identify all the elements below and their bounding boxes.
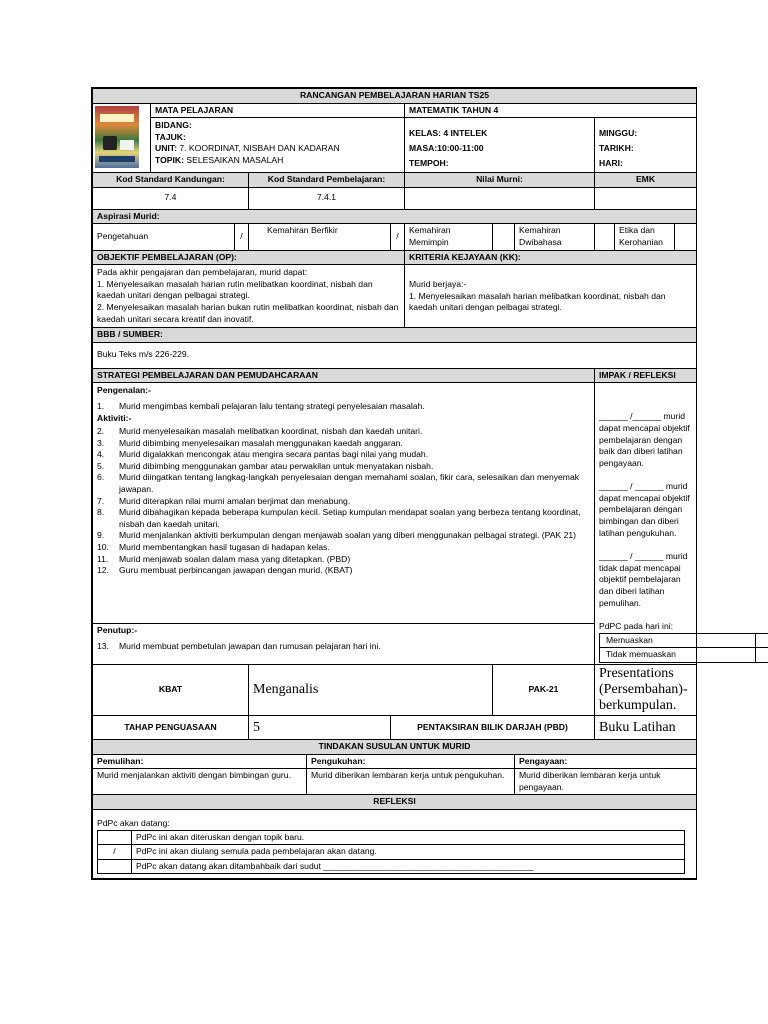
step-text: Murid dibahagikan kepada beberapa kumpulan kecil. Setiap kumpulan mendapat soalan yang berbeza tentang koordinat, nisbah dan kaedah unitari. bbox=[119, 507, 581, 529]
nilai-murni-label: Nilai Murni: bbox=[405, 173, 595, 188]
step-text: Murid menyelesaikan masalah melibatkan koordinat, nisbah dan kaedah unitari. bbox=[119, 426, 423, 437]
kbat-value: Menganalis bbox=[249, 665, 493, 716]
step-text: Murid digalakkan mencongak atau mengira secara pantas bagi nilai yang mudah. bbox=[119, 449, 429, 460]
pengayaan-label: Pengayaan: bbox=[515, 754, 697, 769]
impak-content bbox=[595, 383, 697, 665]
refleksi-options-table bbox=[97, 830, 685, 875]
lesson-plan-table bbox=[92, 88, 697, 879]
aspirasi-label: Aspirasi Murid: bbox=[93, 209, 697, 224]
refleksi-diteruskan: PdPc ini akan diteruskan dengan topik baru. bbox=[132, 830, 685, 845]
aspirasi-kemahiran-berfikir-mark: / bbox=[391, 224, 405, 250]
objektif-line: 1. Menyelesaikan masalah harian rutin melibatkan koordinat, nisbah dan kaedah unitari dengan pelbagai strategi. bbox=[97, 278, 373, 301]
mata-pelajaran-value: MATEMATIK TAHUN 4 bbox=[405, 103, 697, 118]
step-item bbox=[97, 530, 590, 542]
step-number: 5. bbox=[97, 460, 105, 471]
aspirasi-etika-kerohanian: Etika dan Kerohanian bbox=[615, 224, 675, 250]
step-text: Guru membuat perbincangan jawapan dengan murid. (KBAT) bbox=[119, 565, 353, 576]
pengukuhan-text: Murid diberikan lembaran kerja untuk pengukuhan. bbox=[307, 769, 515, 795]
pengukuhan-label: Pengukuhan: bbox=[307, 754, 515, 769]
objektif-line: Pada akhir pengajaran dan pembelajaran, murid dapat: bbox=[97, 267, 308, 278]
aspirasi-kemahiran-berfikir: Kemahiran Berfikir bbox=[249, 224, 391, 250]
textbook-cover-image bbox=[95, 106, 139, 168]
step-item bbox=[97, 426, 590, 438]
step-text: Murid membuat pembetulan jawapan dan rumusan pelajaran hari ini. bbox=[119, 640, 381, 651]
step-number: 13. bbox=[97, 640, 109, 651]
pdpc-memuaskan: Memuaskan bbox=[600, 633, 756, 648]
kriteria-line: Murid berjaya:- bbox=[409, 279, 467, 290]
pemulihan-text: Murid menjalankan aktiviti dengan bimbingan guru. bbox=[93, 769, 307, 795]
form-title: RANCANGAN PEMBELAJARAN HARIAN TS25 bbox=[93, 89, 697, 104]
step-text: Murid dibimbing menggunakan gambar atau perwakilan untuk menyatakan nisbah. bbox=[119, 460, 434, 471]
bidang-label: BIDANG: bbox=[155, 120, 192, 131]
aspirasi-kemahiran-dwibahasa-mark bbox=[595, 224, 615, 250]
topik-value: SELESAIKAN MASALAH bbox=[186, 154, 284, 165]
kod-sp-value: 7.4.1 bbox=[249, 187, 405, 209]
step-number: 11. bbox=[97, 553, 109, 564]
step-item bbox=[97, 565, 590, 577]
kod-sk-label: Kod Standard Kandungan: bbox=[93, 173, 249, 188]
impak-label: IMPAK / REFLEKSI bbox=[595, 368, 697, 383]
pdpc-tidak-memuaskan: Tidak memuaskan bbox=[600, 648, 756, 663]
tarikh-text: TARIKH: bbox=[599, 143, 634, 154]
aktiviti-label: Aktiviti:- bbox=[97, 412, 132, 423]
step-text: Murid menjawab soalan dalam masa yang ditetapkan. (PBD) bbox=[119, 553, 351, 564]
tahap-penguasaan-label: TAHAP PENGUASAAN bbox=[93, 716, 249, 740]
bbb-value: Buku Teks m/s 226-229. bbox=[93, 342, 697, 368]
step-number: 3. bbox=[97, 437, 105, 448]
pemulihan-label: Pemulihan: bbox=[93, 754, 307, 769]
pdpc-hari-ini-label: PdPC pada hari ini: bbox=[599, 621, 674, 632]
step-item bbox=[97, 542, 590, 554]
tahap-penguasaan-value: 5 bbox=[249, 716, 391, 740]
penutup-list bbox=[97, 641, 590, 653]
objektif-label: OBJEKTIF PEMBELAJARAN (OP): bbox=[93, 250, 405, 265]
step-item bbox=[97, 461, 590, 473]
step-number: 4. bbox=[97, 449, 105, 460]
step-item bbox=[97, 507, 590, 530]
step-text: Murid mengimbas kembali pelajaran lalu tentang strategi penyelesaian masalah. bbox=[119, 400, 425, 411]
tempoh-text: TEMPOH: bbox=[409, 158, 449, 169]
kelas-text: KELAS: 4 INTELEK bbox=[409, 128, 488, 139]
pak21-label: PAK-21 bbox=[493, 665, 595, 716]
emk-label: EMK bbox=[595, 173, 697, 188]
date-details bbox=[595, 118, 697, 173]
lesson-plan-form bbox=[91, 87, 697, 880]
step-text: Murid diterapkan nilai murni amalan berjimat dan menabung. bbox=[119, 495, 351, 506]
bbb-label: BBB / SUMBER: bbox=[93, 328, 697, 343]
penutup-label: Penutup:- bbox=[97, 625, 138, 636]
step-number: 7. bbox=[97, 495, 105, 506]
refleksi-content bbox=[93, 809, 697, 878]
refleksi-mark-ditambahbaik[interactable] bbox=[98, 859, 132, 874]
kriteria-content bbox=[405, 265, 697, 328]
pdpc-akan-datang-label: PdPc akan datang: bbox=[97, 817, 170, 828]
strategi-label: STRATEGI PEMBELAJARAN DAN PEMUDAHCARAAN bbox=[93, 368, 595, 383]
step-text: Murid diingatkan tentang langkag-langkah penyelesaian dengan memahami soalan, fikir cara, selesaikan dan menyemak jawapan. bbox=[119, 472, 580, 495]
unit-value: 7. KOORDINAT, NISBAH DAN KADARAN bbox=[179, 143, 340, 154]
strategi-content bbox=[93, 383, 595, 624]
step-item bbox=[97, 496, 590, 508]
step-item bbox=[97, 449, 590, 461]
pdpc-tidak-memuaskan-checkbox[interactable] bbox=[756, 648, 768, 663]
aspirasi-kemahiran-dwibahasa: Kemahiran Dwibahasa bbox=[515, 224, 595, 250]
refleksi-mark-diulang[interactable]: / bbox=[98, 845, 132, 860]
refleksi-diulang: PdPc ini akan diulang semula pada pembelajaran akan datang. bbox=[132, 845, 685, 860]
step-number: 12. bbox=[97, 565, 109, 576]
unit-label: UNIT: bbox=[155, 143, 177, 154]
kriteria-line: 1. Menyelesaikan masalah harian melibatkan koordinat, nisbah dan kaedah unitari dengan pelbagai strategi. bbox=[409, 290, 666, 313]
pengenalan-list bbox=[97, 401, 590, 413]
step-text: Murid membentangkan hasil tugasan di hadapan kelas. bbox=[119, 542, 330, 553]
step-number: 8. bbox=[97, 507, 105, 518]
textbook-cover-thumbnail bbox=[93, 103, 151, 173]
tindakan-susulan-label: TINDAKAN SUSULAN UNTUK MURID bbox=[93, 740, 697, 755]
pengayaan-text: Murid diberikan lembaran kerja untuk pengayaan. bbox=[515, 769, 697, 795]
step-text: Murid menjalankan aktiviti berkumpulan dengan menjawab soalan yang diberi menggunakan pelbagai strategi. (PAK 21) bbox=[119, 530, 577, 541]
emk-value bbox=[595, 187, 697, 209]
objektif-line: 2. Menyelesaikan masalah harian bukan rutin melibatkan koordinat, nisbah dan kaedah unitari secara kreatif dan inovatif. bbox=[97, 301, 399, 324]
subject-details bbox=[151, 118, 405, 173]
step-item bbox=[97, 472, 590, 495]
aktiviti-list bbox=[97, 426, 590, 577]
topik-line bbox=[155, 155, 400, 167]
masa-text: MASA:10:00-11:00 bbox=[409, 143, 484, 154]
pdpc-status-table bbox=[599, 633, 768, 663]
pbd-value: Buku Latihan bbox=[595, 716, 697, 740]
aspirasi-pengetahuan: Pengetahuan bbox=[93, 224, 235, 250]
step-number: 10. bbox=[97, 542, 109, 553]
penutup-content bbox=[93, 624, 595, 665]
pbd-label: PENTAKSIRAN BILIK DARJAH (PBD) bbox=[391, 716, 595, 740]
pdpc-memuaskan-checkbox[interactable] bbox=[756, 633, 768, 648]
nilai-murni-value bbox=[405, 187, 595, 209]
step-item bbox=[97, 554, 590, 566]
step-number: 6. bbox=[97, 472, 105, 483]
refleksi-label: REFLEKSI bbox=[93, 795, 697, 810]
step-number: 2. bbox=[97, 426, 105, 437]
aspirasi-kemahiran-memimpin: Kemahiran Memimpin bbox=[405, 224, 493, 250]
kriteria-label: KRITERIA KEJAYAAN (KK): bbox=[405, 250, 697, 265]
objektif-content bbox=[93, 265, 405, 328]
hari-text: HARI: bbox=[599, 158, 623, 169]
mata-pelajaran-label: MATA PELAJARAN bbox=[151, 103, 405, 118]
tajuk-label: TAJUK: bbox=[155, 131, 186, 142]
pak21-value: Presentations (Persembahan)-berkumpulan. bbox=[595, 665, 697, 716]
kod-sk-value: 7.4 bbox=[93, 187, 249, 209]
step-number: 9. bbox=[97, 530, 105, 541]
topik-label: TOPIK: bbox=[155, 154, 184, 165]
aspirasi-etika-kerohanian-mark bbox=[675, 224, 697, 250]
step-item bbox=[97, 641, 590, 653]
aspirasi-kemahiran-memimpin-mark bbox=[493, 224, 515, 250]
refleksi-ditambahbaik: PdPc akan datang akan ditambahbaik dari sudut ____________________________________________ bbox=[132, 859, 685, 874]
impak-para-baik: ______ /______ murid dapat mencapai objektif pembelajaran dengan baik dan diberi latihan pengayaan. bbox=[599, 411, 690, 468]
minggu-text: MINGGU: bbox=[599, 128, 638, 139]
refleksi-mark-diteruskan[interactable] bbox=[98, 830, 132, 845]
aspirasi-pengetahuan-mark: / bbox=[235, 224, 249, 250]
pengenalan-label: Pengenalan:- bbox=[97, 385, 151, 396]
impak-para-pemulihan: ______ / ______ murid tidak dapat mencapai objektif pembelajaran dan diberi latihan pemulihan. bbox=[599, 551, 688, 608]
kod-sp-label: Kod Standard Pembelajaran: bbox=[249, 173, 405, 188]
impak-para-bimbingan: ______ / ______ murid dapat mencapai objektif pembelajaran dengan bimbingan dan diberi latihan pengukuhan. bbox=[599, 481, 690, 538]
class-details bbox=[405, 118, 595, 173]
step-item bbox=[97, 438, 590, 450]
kbat-label: KBAT bbox=[93, 665, 249, 716]
step-item bbox=[97, 401, 590, 413]
step-number: 1. bbox=[97, 400, 105, 411]
unit-line bbox=[155, 143, 400, 155]
step-text: Murid dibimbing menyelesaikan masalah menggunakan kaedah anggaran. bbox=[119, 437, 403, 448]
